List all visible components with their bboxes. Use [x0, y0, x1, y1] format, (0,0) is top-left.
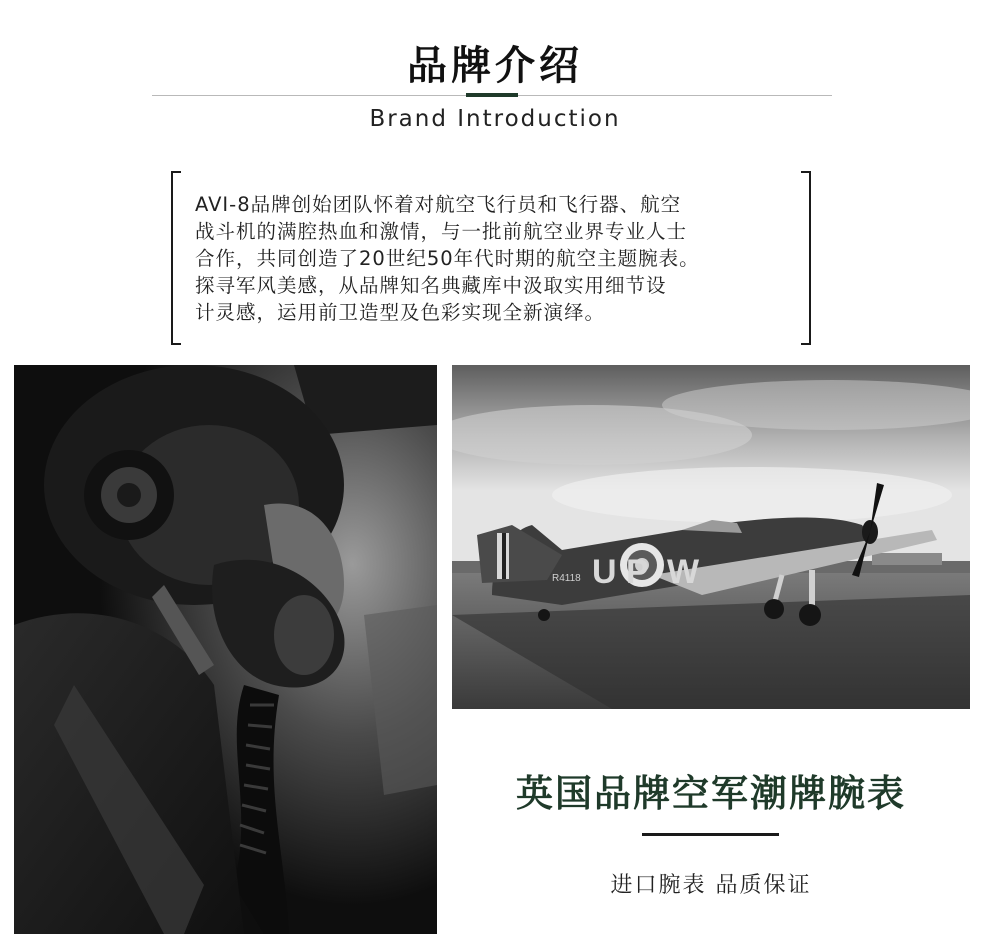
slogan-divider: [642, 833, 779, 836]
slogan-heading: 英国品牌空军潮牌腕表: [516, 772, 906, 815]
aircraft-illustration: [452, 365, 970, 709]
intro-line: 战斗机的满腔热血和激情，与一批前航空业界专业人士: [195, 220, 688, 243]
intro-line: 探寻军风美感，从品牌知名典藏库中汲取实用细节设: [195, 274, 667, 297]
intro-line: 计灵感，运用前卫造型及色彩实现全新演绎。: [195, 301, 606, 324]
page-subtitle: Brand Introduction: [369, 106, 621, 132]
fuselage-code-w: W: [667, 553, 700, 591]
serial-number: R4118: [552, 573, 581, 584]
title-divider-accent: [466, 93, 518, 97]
intro-line: 合作，共同创造了20世纪50年代时期的航空主题腕表。: [195, 247, 700, 270]
right-bracket: [801, 171, 811, 345]
intro-line: AVI-8品牌创始团队怀着对航空飞行员和飞行器、航空: [195, 193, 682, 216]
slogan-tagline: 进口腕表 品质保证: [610, 873, 812, 898]
left-bracket: [171, 171, 181, 345]
intro-box: [171, 171, 811, 345]
pilot-photo: [14, 365, 437, 934]
fuselage-code-upw: U P: [592, 553, 649, 591]
page-title: 品牌介绍: [407, 43, 583, 89]
aircraft-photo: [452, 365, 970, 709]
pilot-illustration: [14, 365, 437, 934]
intro-text: [195, 191, 790, 326]
